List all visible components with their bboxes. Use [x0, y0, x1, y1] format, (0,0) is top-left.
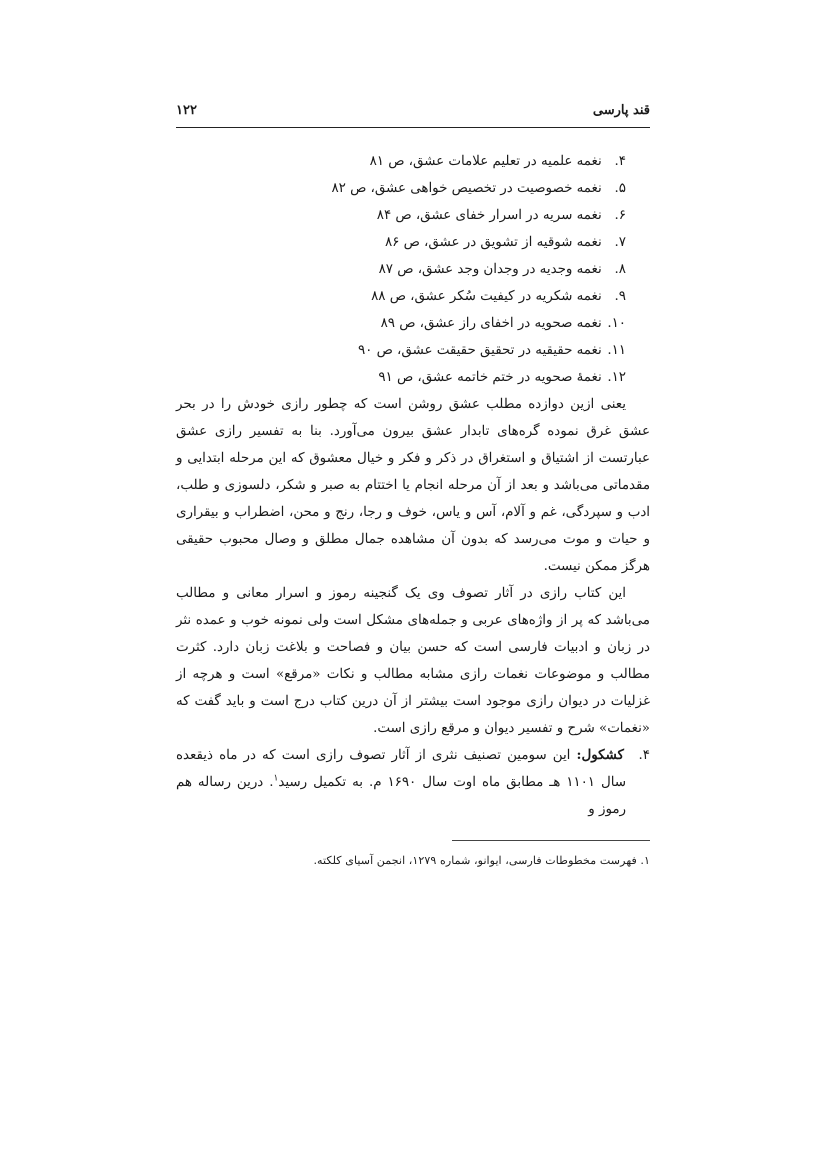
list-item [176, 337, 626, 364]
body-text [176, 148, 650, 823]
list-item-text: نغمه خصوصیت در تخصیص خواهی عشق، ص ۸۲ [331, 181, 602, 196]
section-item-number: ۴. [638, 748, 650, 763]
list-item-number: ۴. [614, 154, 626, 169]
list-item [176, 256, 626, 283]
footnote [176, 852, 650, 870]
list-item-text: نغمهٔ صحویه در ختم خاتمه عشق، ص ۹۱ [378, 370, 602, 385]
paragraph: یعنی ازین دوازده مطلب عشق روشن است که چطور رازی خودش را در بحر عشق غرق نموده گره‌های تابدار عشق بیرون می‌آورد. بنا به تفسیر رازی عشق عبارتست از اشتیاق و استغراق در ذکر و فکر و خیال معشوق که این مرحله ابتدایی و مقدماتی می‌باشد و بعد از آن مرحله انجام یا اختتام به صبر و شکر، دلسوزی و طلب، ادب و سپردگی، غم و آلام، آس و یاس، خوف و رجا، رنج و محن، اضطراب و بیقراری و حیات و موت می‌رسد که بدون آن مشاهده جمال مطلق و وصال محبوب حقیقی هرگز ممکن نیست. [176, 397, 650, 574]
list-item [176, 202, 626, 229]
list-item-number: ۱۲. [607, 370, 626, 385]
list-item [176, 310, 626, 337]
list-item [176, 175, 626, 202]
running-title: قند پارسی [592, 103, 650, 118]
list-item-number: ۱۱. [607, 343, 626, 358]
footnote-divider [452, 840, 650, 841]
section-term: کشکول: [576, 747, 624, 763]
list-item-number: ۱۰. [607, 316, 626, 331]
list-item [176, 229, 626, 256]
list-item-text: نغمه سریه در اسرار خفای عشق، ص ۸۴ [376, 208, 602, 223]
list-item-number: ۶. [614, 208, 626, 223]
list-item-number: ۵. [614, 181, 626, 196]
list-item [176, 148, 626, 175]
list-item-number: ۷. [614, 235, 626, 250]
list-item-text: نغمه شکریه در کیفیت سُکر عشق، ص ۸۸ [371, 289, 602, 304]
section-text: این سومین تصنیف نثری از آثار تصوف رازی است که در ماه ذیقعده سال ۱۱۰۱ هـ مطابق ماه اوت سال ۱۶۹۰ م. به تکمیل رسید [176, 748, 626, 790]
page-number: ۱۲۲ [176, 103, 197, 118]
footnote-reference[interactable]: ۱ [273, 773, 279, 784]
numbered-section-item [176, 742, 650, 823]
section-text-continued: . درین رساله هم رموز و [176, 775, 626, 817]
footnote-text: فهرست مخطوطات فارسی، ایوانو، شماره ۱۲۷۹، انجمن آسیای کلکته. [313, 854, 637, 867]
list-item-number: ۸. [614, 262, 626, 277]
list-item-number: ۹. [614, 289, 626, 304]
list-item-text: نغمه وجدیه در وجدان وجد عشق، ص ۸۷ [378, 262, 602, 277]
footnote-number: ۱. [640, 854, 650, 867]
running-header [176, 103, 650, 128]
paragraph: این کتاب رازی در آثار تصوف وی یک گنجینه رموز و اسرار معانی و مطالب می‌باشد که پر از واژه‌های عربی و جمله‌های مشکل است ولی نمونه خوب و عمده نثر در زبان و ادبیات فارسی است که حسن بیان و فصاحت و بلاغت زبان دارد. کثرت مطالب و موضوعات نغمات رازی مشابه مطالب و نکات «مرقع» است و هرچه از غزلیات در دیوان رازی موجود است بیشتر از آن درین کتاب درج است و باید گفت که «نغمات» شرح و تفسیر دیوان و مرقع رازی است. [176, 586, 650, 736]
list-item-text: نغمه علمیه در تعلیم علامات عشق، ص ۸۱ [369, 154, 602, 169]
list-item-text: نغمه حقیقیه در تحقیق حقیقت عشق، ص ۹۰ [357, 343, 602, 358]
list-item-text: نغمه صحویه در اخفای راز عشق، ص ۸۹ [380, 316, 602, 331]
chapter-list [176, 148, 650, 391]
list-item [176, 364, 626, 391]
list-item [176, 283, 626, 310]
list-item-text: نغمه شوقیه از تشویق در عشق، ص ۸۶ [384, 235, 602, 250]
